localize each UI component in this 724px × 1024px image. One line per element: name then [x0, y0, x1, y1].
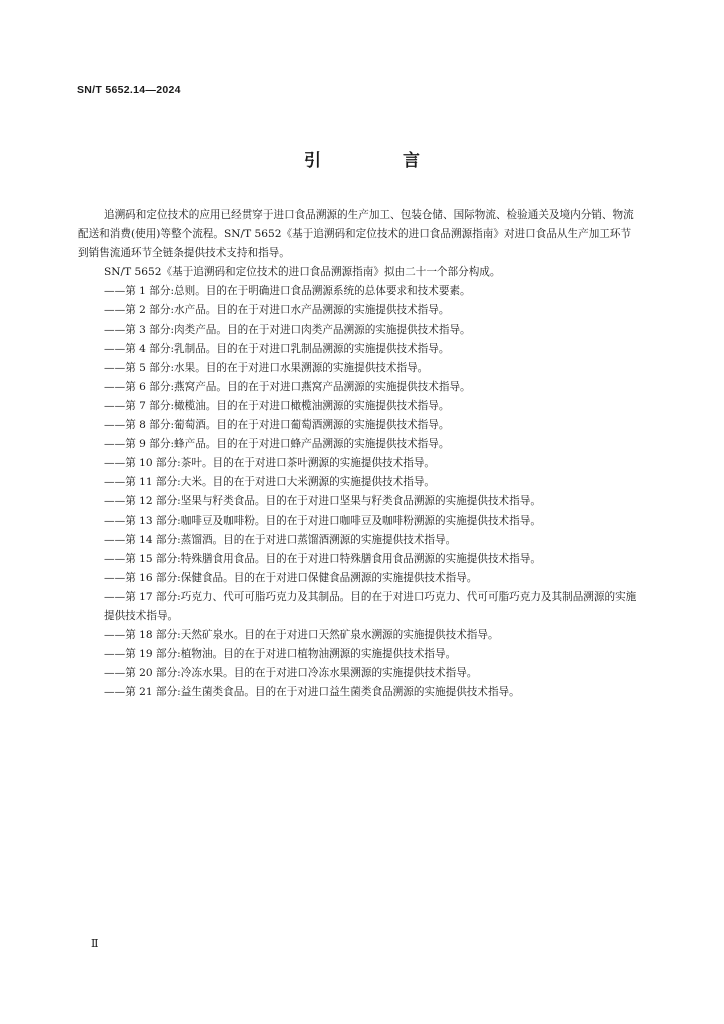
- part-item: ——第 2 部分:水产品。目的在于对进口水产品溯源的实施提供技术指导。: [104, 304, 450, 317]
- part-item: ——第 13 部分:咖啡豆及咖啡粉。目的在于对进口咖啡豆及咖啡粉溯源的实施提供技术指导。: [104, 514, 541, 527]
- intro-paragraph-2: SN/T 5652《基于追溯码和定位技术的进口食品溯源指南》拟由二十一个部分构成。: [104, 266, 501, 279]
- page-number: Ⅱ: [91, 937, 99, 950]
- standard-number: SN/T 5652.14—2024: [77, 84, 181, 96]
- part-item: ——第 18 部分:天然矿泉水。目的在于对进口天然矿泉水溯源的实施提供技术指导。: [104, 629, 499, 642]
- part-item: ——第 5 部分:水果。目的在于对进口水果溯源的实施提供技术指导。: [104, 361, 429, 374]
- part-item: ——第 1 部分:总则。目的在于明确进口食品溯源系统的总体要求和技术要素。: [104, 285, 471, 298]
- part-item: ——第 8 部分:葡萄酒。目的在于对进口葡萄酒溯源的实施提供技术指导。: [104, 419, 450, 432]
- part-item: ——第 11 部分:大米。目的在于对进口大米溯源的实施提供技术指导。: [104, 476, 436, 489]
- part-item: ——第 17 部分:巧克力、代可可脂巧克力及其制品。目的在于对进口巧克力、代可可脂巧克力及其制品溯源的实施提供技术指导。: [104, 590, 637, 622]
- document-body: [78, 206, 640, 702]
- part-item: ——第 12 部分:坚果与籽类食品。目的在于对进口坚果与籽类食品溯源的实施提供技术指导。: [104, 495, 541, 508]
- part-item: ——第 9 部分:蜂产品。目的在于对进口蜂产品溯源的实施提供技术指导。: [104, 438, 450, 451]
- part-item: ——第 4 部分:乳制品。目的在于对进口乳制品溯源的实施提供技术指导。: [104, 342, 450, 355]
- part-item: ——第 6 部分:燕窝产品。目的在于对进口燕窝产品溯源的实施提供技术指导。: [104, 380, 471, 393]
- part-item: ——第 20 部分:冷冻水果。目的在于对进口冷冻水果溯源的实施提供技术指导。: [104, 667, 478, 680]
- part-item: ——第 14 部分:蒸馏酒。目的在于对进口蒸馏酒溯源的实施提供技术指导。: [104, 533, 457, 546]
- part-item: ——第 21 部分:益生菌类食品。目的在于对进口益生菌类食品溯源的实施提供技术指导。: [104, 686, 520, 699]
- part-item: ——第 15 部分:特殊膳食用食品。目的在于对进口特殊膳食用食品溯源的实施提供技术指导。: [104, 552, 541, 565]
- intro-paragraph-1: 追溯码和定位技术的应用已经贯穿于进口食品溯源的生产加工、包装仓储、国际物流、检验通关及境内分销、物流配送和消费(使用)等整个流程。SN/T 5652《基于追溯码和定位技术的进口食品溯源指南》对进口食品从生产加工环节到销售流通环节全链条提供技术支持和指导。: [78, 209, 634, 260]
- part-item: ——第 10 部分:茶叶。目的在于对进口茶叶溯源的实施提供技术指导。: [104, 457, 436, 470]
- part-item: ——第 16 部分:保健食品。目的在于对进口保健食品溯源的实施提供技术指导。: [104, 571, 478, 584]
- part-item: ——第 19 部分:植物油。目的在于对进口植物油溯源的实施提供技术指导。: [104, 648, 457, 661]
- part-item: ——第 7 部分:橄榄油。目的在于对进口橄榄油溯源的实施提供技术指导。: [104, 399, 450, 412]
- page-title: 引 言: [304, 151, 458, 171]
- part-item: ——第 3 部分:肉类产品。目的在于对进口肉类产品溯源的实施提供技术指导。: [104, 323, 471, 336]
